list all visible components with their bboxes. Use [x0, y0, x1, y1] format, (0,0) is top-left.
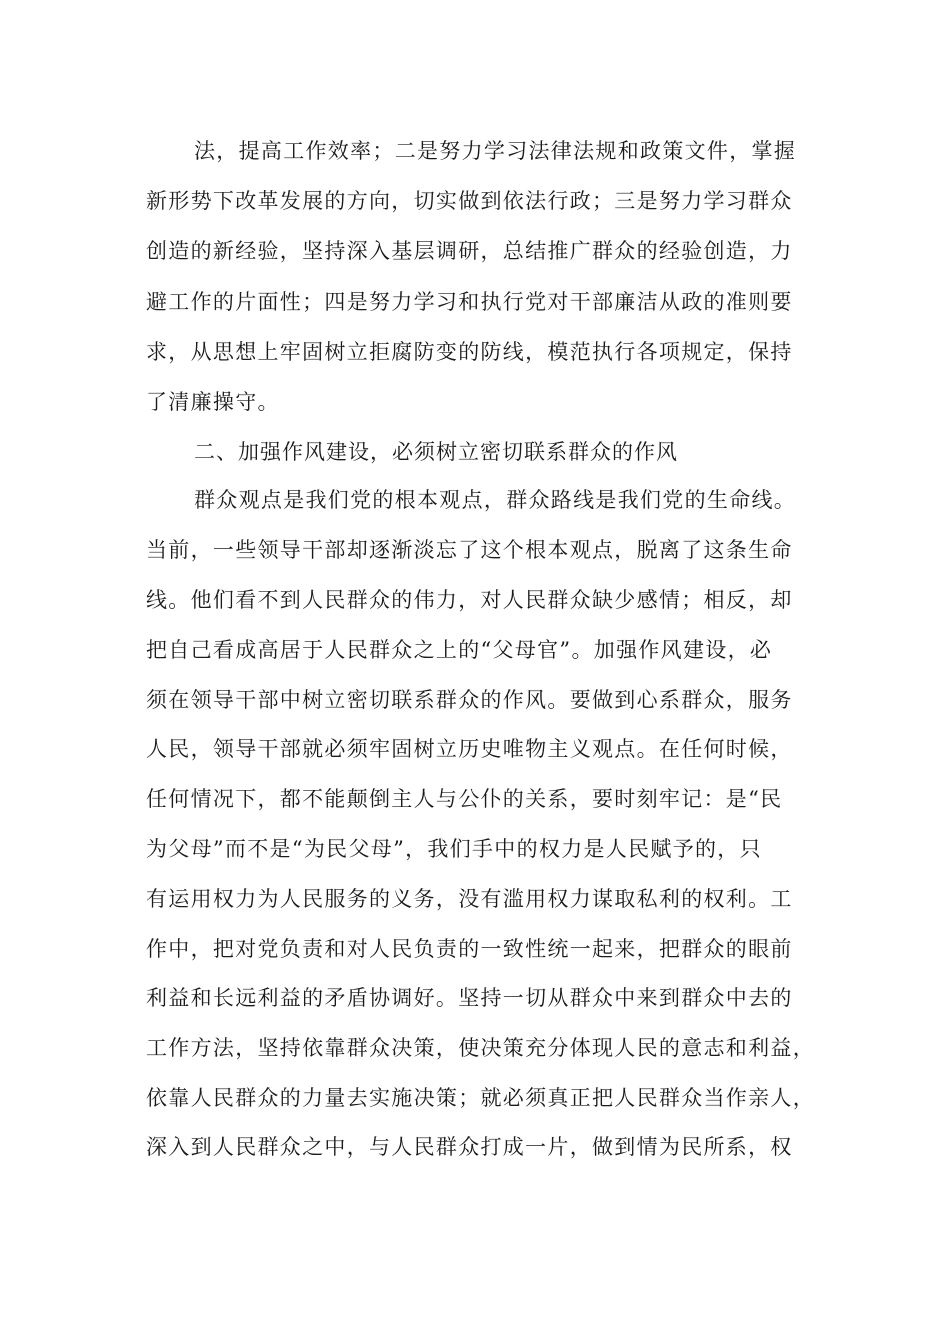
text-line-17: 作中，把对党负责和对人民负责的一致性统一起来，把群众的眼前 — [146, 937, 793, 961]
text-line-19: 工作方法，坚持依靠群众决策，使决策充分体现人民的意志和利益， — [146, 1036, 815, 1060]
text-line-10: 线。他们看不到人民群众的伟力，对人民群众缺少感情；相反，却 — [146, 588, 793, 612]
text-line-12: 须在领导干部中树立密切联系群众的作风。要做到心系群众，服务 — [146, 688, 793, 712]
text-line-21: 深入到人民群众之中，与人民群众打成一片，做到情为民所系，权 — [146, 1135, 793, 1159]
text-line-5: 求，从思想上牢固树立拒腐防变的防线，模范执行各项规定，保持 — [146, 340, 793, 364]
text-line-4: 避工作的片面性；四是努力学习和执行党对干部廉洁从政的准则要 — [146, 290, 793, 314]
text-line-18: 利益和长远利益的矛盾协调好。坚持一切从群众中来到群众中去的 — [146, 986, 793, 1010]
text-line-1: 法，提高工作效率；二是努力学习法律法规和政策文件，掌握 — [194, 139, 797, 163]
text-line-14: 任何情况下，都不能颠倒主人与公仆的关系，要时刻牢记：是“民 — [146, 787, 783, 811]
text-line-16: 有运用权力为人民服务的义务，没有滥用权力谋取私利的权利。工 — [146, 887, 793, 911]
text-line-20: 依靠人民群众的力量去实施决策；就必须真正把人民群众当作亲人， — [146, 1086, 815, 1110]
text-line-9: 当前，一些领导干部却逐渐淡忘了这个根本观点，脱离了这条生命 — [146, 538, 793, 562]
text-line-3: 创造的新经验，坚持深入基层调研，总结推广群众的经验创造，力 — [146, 239, 793, 263]
text-line-15: 为父母”而不是“为民父母”，我们手中的权力是人民赋予的，只 — [146, 837, 762, 861]
text-line-2: 新形势下改革发展的方向，切实做到依法行政；三是努力学习群众 — [146, 189, 793, 213]
text-line-11: 把自己看成高居于人民群众之上的“父母官”。加强作风建设，必 — [146, 638, 773, 662]
text-line-13: 人民，领导干部就必须牢固树立历史唯物主义观点。在任何时候， — [146, 737, 793, 761]
text-line-8: 群众观点是我们党的根本观点，群众路线是我们党的生命线。 — [194, 488, 797, 512]
section-heading: 二、加强作风建设，必须树立密切联系群众的作风 — [194, 440, 678, 464]
text-line-6: 了清廉操守。 — [146, 390, 280, 414]
